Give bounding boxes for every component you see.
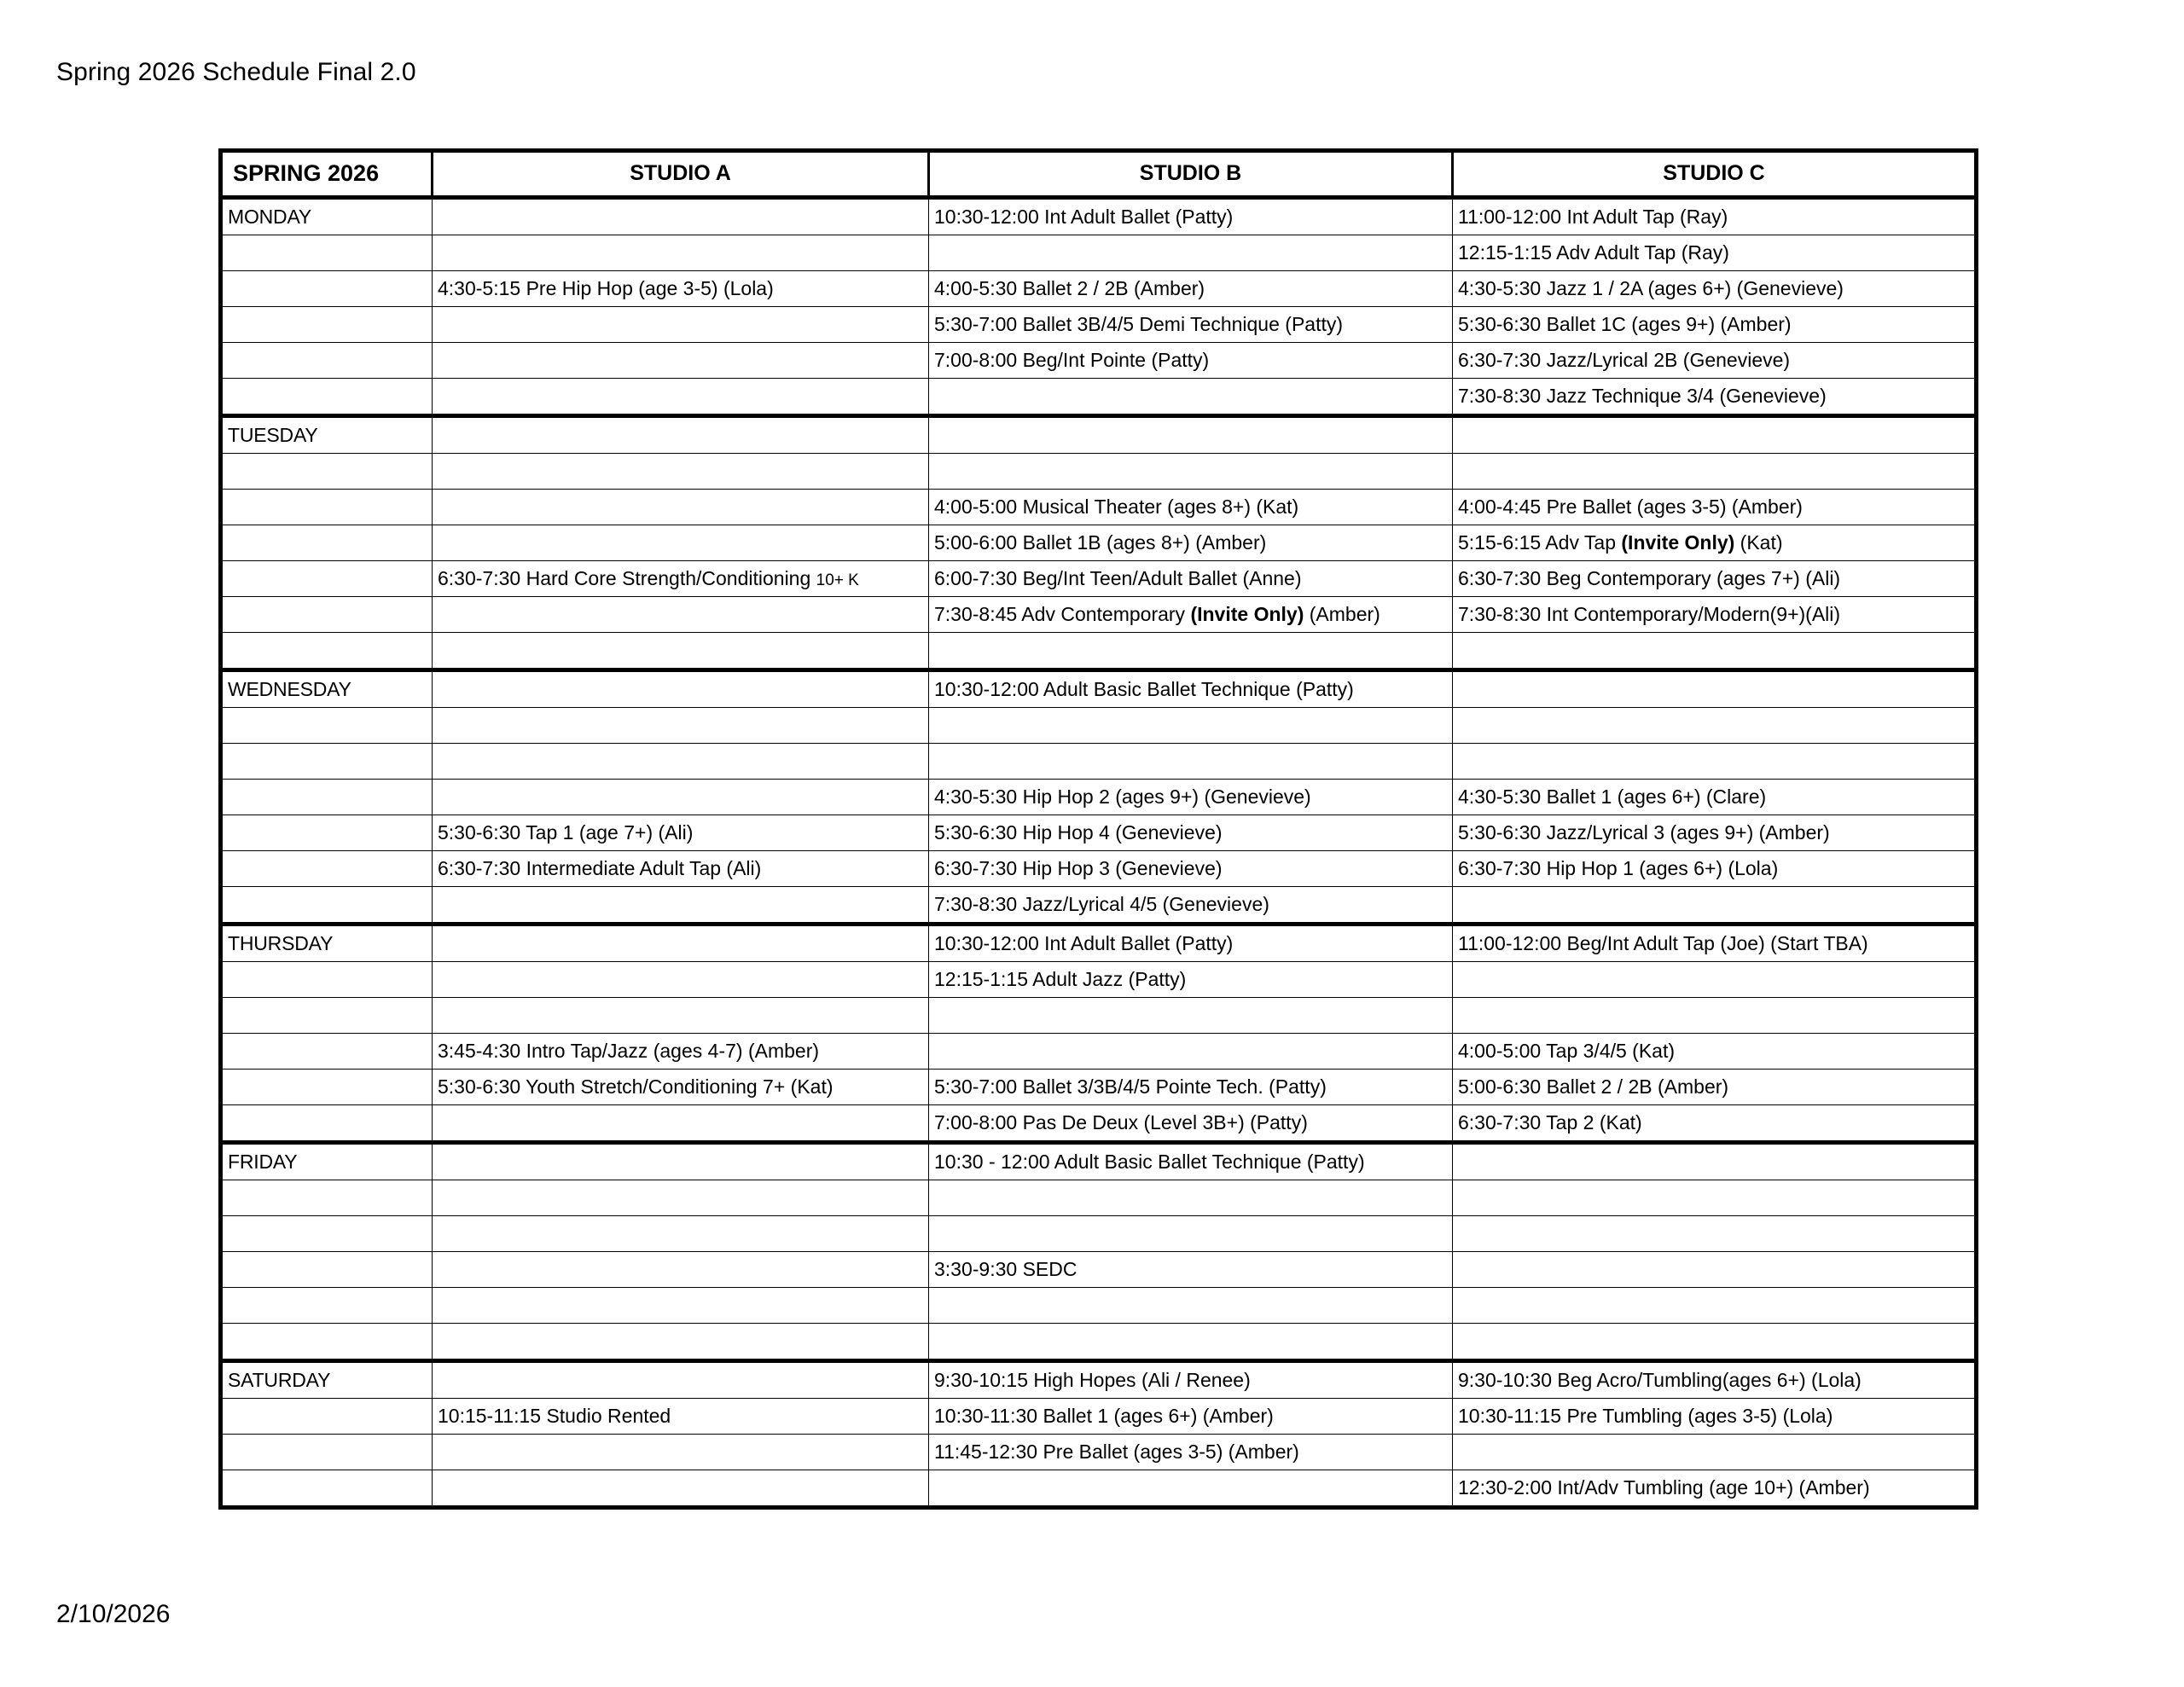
table-row — [221, 633, 1977, 670]
class-text: 6:30-7:30 Hard Core Strength/Conditioning — [438, 566, 816, 589]
table-row — [221, 1070, 1977, 1105]
class-cell-studio-a — [433, 597, 929, 633]
class-cell-studio-a: 5:30-6:30 Tap 1 (age 7+) (Ali) — [433, 815, 929, 851]
class-cell-studio-b: 5:00-6:00 Ballet 1B (ages 8+) (Amber) — [929, 525, 1453, 561]
day-spacer-cell — [221, 1324, 433, 1361]
class-cell-studio-b: 6:30-7:30 Hip Hop 3 (Genevieve) — [929, 851, 1453, 887]
table-row — [221, 1034, 1977, 1070]
class-cell-studio-a — [433, 343, 929, 379]
class-cell-studio-a — [433, 1252, 929, 1288]
table-row — [221, 235, 1977, 271]
class-cell-studio-a — [433, 1216, 929, 1252]
day-spacer-cell — [221, 1470, 433, 1508]
day-spacer-cell — [221, 633, 433, 670]
day-spacer-cell — [221, 1070, 433, 1105]
class-cell-studio-b — [929, 416, 1453, 454]
day-spacer-cell — [221, 1288, 433, 1324]
class-cell-studio-b: 5:30-6:30 Hip Hop 4 (Genevieve) — [929, 815, 1453, 851]
column-header-studio-a: STUDIO A — [433, 151, 929, 198]
day-spacer-cell — [221, 1105, 433, 1143]
day-label-tuesday: TUESDAY — [221, 416, 433, 454]
class-cell-studio-a — [433, 235, 929, 271]
class-cell-studio-c: 11:00-12:00 Beg/Int Adult Tap (Joe) (Start TBA) — [1453, 925, 1977, 962]
class-text: (Amber) — [1304, 602, 1380, 625]
class-cell-studio-b: 6:00-7:30 Beg/Int Teen/Adult Ballet (Anne) — [929, 561, 1453, 597]
table-row — [221, 1324, 1977, 1361]
class-cell-studio-b — [929, 633, 1453, 670]
class-cell-studio-b — [929, 1324, 1453, 1361]
class-cell-studio-a — [433, 1361, 929, 1399]
footer-date: 2/10/2026 — [56, 1600, 171, 1628]
table-row — [221, 1180, 1977, 1216]
class-cell-studio-b: 11:45-12:30 Pre Ballet (ages 3-5) (Amber) — [929, 1435, 1453, 1470]
class-cell-studio-b — [929, 1216, 1453, 1252]
day-spacer-cell — [221, 454, 433, 490]
class-cell-studio-b: 4:00-5:30 Ballet 2 / 2B (Amber) — [929, 271, 1453, 307]
class-cell-studio-b: 7:00-8:00 Beg/Int Pointe (Patty) — [929, 343, 1453, 379]
class-cell-studio-c — [1453, 1252, 1977, 1288]
class-cell-studio-c — [1453, 1180, 1977, 1216]
class-cell-studio-c — [1453, 416, 1977, 454]
class-cell-studio-a — [433, 962, 929, 998]
class-cell-studio-b — [929, 597, 1453, 633]
day-spacer-cell — [221, 1252, 433, 1288]
class-cell-studio-c — [1453, 962, 1977, 998]
table-row — [221, 1216, 1977, 1252]
class-cell-studio-c: 4:30-5:30 Ballet 1 (ages 6+) (Clare) — [1453, 780, 1977, 815]
day-spacer-cell — [221, 887, 433, 925]
class-cell-studio-c — [1453, 1435, 1977, 1470]
class-cell-studio-b: 12:15-1:15 Adult Jazz (Patty) — [929, 962, 1453, 998]
class-cell-studio-a — [433, 490, 929, 525]
class-cell-studio-c: 10:30-11:15 Pre Tumbling (ages 3-5) (Lola) — [1453, 1399, 1977, 1435]
day-spacer-cell — [221, 815, 433, 851]
class-cell-studio-b: 10:30-12:00 Int Adult Ballet (Patty) — [929, 925, 1453, 962]
class-cell-studio-c — [1453, 525, 1977, 561]
table-row — [221, 962, 1977, 998]
class-cell-studio-c: 9:30-10:30 Beg Acro/Tumbling(ages 6+) (Lola) — [1453, 1361, 1977, 1399]
class-cell-studio-c: 4:00-4:45 Pre Ballet (ages 3-5) (Amber) — [1453, 490, 1977, 525]
day-spacer-cell — [221, 525, 433, 561]
class-cell-studio-c — [1453, 454, 1977, 490]
class-cell-studio-a — [433, 1143, 929, 1180]
day-label-thursday: THURSDAY — [221, 925, 433, 962]
class-cell-studio-c: 7:30-8:30 Jazz Technique 3/4 (Genevieve) — [1453, 379, 1977, 416]
schedule-table — [218, 148, 1978, 1510]
age-note: 10+ K — [816, 571, 859, 589]
class-cell-studio-a — [433, 198, 929, 235]
class-cell-studio-c — [1453, 744, 1977, 780]
class-cell-studio-b: 10:30-12:00 Adult Basic Ballet Technique (Patty) — [929, 670, 1453, 708]
class-cell-studio-a: 4:30-5:15 Pre Hip Hop (age 3-5) (Lola) — [433, 271, 929, 307]
class-cell-studio-a — [433, 307, 929, 343]
day-spacer-cell — [221, 379, 433, 416]
schedule-table-container — [218, 148, 1974, 1510]
table-row — [221, 744, 1977, 780]
class-cell-studio-b: 10:30 - 12:00 Adult Basic Ballet Technique (Patty) — [929, 1143, 1453, 1180]
class-cell-studio-a: 6:30-7:30 Intermediate Adult Tap (Ali) — [433, 851, 929, 887]
table-row — [221, 198, 1977, 235]
day-spacer-cell — [221, 851, 433, 887]
class-cell-studio-a — [433, 633, 929, 670]
class-cell-studio-c: 12:30-2:00 Int/Adv Tumbling (age 10+) (Amber) — [1453, 1470, 1977, 1508]
table-row — [221, 851, 1977, 887]
class-text: (Kat) — [1734, 530, 1783, 554]
class-cell-studio-a — [433, 1180, 929, 1216]
table-row — [221, 1288, 1977, 1324]
day-spacer-cell — [221, 1435, 433, 1470]
class-cell-studio-c — [1453, 1324, 1977, 1361]
class-cell-studio-b: 3:30-9:30 SEDC — [929, 1252, 1453, 1288]
class-cell-studio-c — [1453, 1143, 1977, 1180]
table-row — [221, 271, 1977, 307]
class-cell-studio-c: 6:30-7:30 Hip Hop 1 (ages 6+) (Lola) — [1453, 851, 1977, 887]
day-spacer-cell — [221, 1180, 433, 1216]
table-row — [221, 490, 1977, 525]
table-row — [221, 1361, 1977, 1399]
day-spacer-cell — [221, 490, 433, 525]
day-spacer-cell — [221, 271, 433, 307]
column-header-studio-c: STUDIO C — [1453, 151, 1977, 198]
class-cell-studio-b: 10:30-11:30 Ballet 1 (ages 6+) (Amber) — [929, 1399, 1453, 1435]
class-cell-studio-b: 4:00-5:00 Musical Theater (ages 8+) (Kat) — [929, 490, 1453, 525]
table-row — [221, 597, 1977, 633]
table-row — [221, 887, 1977, 925]
class-cell-studio-a — [433, 561, 929, 597]
class-cell-studio-c: 5:30-6:30 Ballet 1C (ages 9+) (Amber) — [1453, 307, 1977, 343]
day-spacer-cell — [221, 744, 433, 780]
table-row — [221, 670, 1977, 708]
class-cell-studio-b: 7:00-8:00 Pas De Deux (Level 3B+) (Patty) — [929, 1105, 1453, 1143]
class-cell-studio-c: 5:00-6:30 Ballet 2 / 2B (Amber) — [1453, 1070, 1977, 1105]
class-cell-studio-a — [433, 1435, 929, 1470]
table-row — [221, 1399, 1977, 1435]
class-cell-studio-a — [433, 708, 929, 744]
day-spacer-cell — [221, 1399, 433, 1435]
class-cell-studio-c — [1453, 1288, 1977, 1324]
class-cell-studio-b: 9:30-10:15 High Hopes (Ali / Renee) — [929, 1361, 1453, 1399]
class-cell-studio-a — [433, 1105, 929, 1143]
class-cell-studio-b: 5:30-7:00 Ballet 3/3B/4/5 Pointe Tech. (Patty) — [929, 1070, 1453, 1105]
class-cell-studio-b — [929, 235, 1453, 271]
class-cell-studio-b — [929, 1470, 1453, 1508]
class-cell-studio-a — [433, 925, 929, 962]
day-spacer-cell — [221, 561, 433, 597]
class-cell-studio-a: 10:15-11:15 Studio Rented — [433, 1399, 929, 1435]
class-cell-studio-b — [929, 454, 1453, 490]
class-cell-studio-b — [929, 1034, 1453, 1070]
table-row — [221, 1435, 1977, 1470]
table-row — [221, 343, 1977, 379]
day-spacer-cell — [221, 1034, 433, 1070]
class-cell-studio-b — [929, 708, 1453, 744]
table-row — [221, 525, 1977, 561]
table-row — [221, 307, 1977, 343]
class-cell-studio-c — [1453, 670, 1977, 708]
day-label-wednesday: WEDNESDAY — [221, 670, 433, 708]
table-row — [221, 561, 1977, 597]
class-cell-studio-b — [929, 379, 1453, 416]
table-row — [221, 379, 1977, 416]
class-cell-studio-b: 10:30-12:00 Int Adult Ballet (Patty) — [929, 198, 1453, 235]
table-row — [221, 780, 1977, 815]
class-cell-studio-a — [433, 379, 929, 416]
class-cell-studio-c: 7:30-8:30 Int Contemporary/Modern(9+)(Ali) — [1453, 597, 1977, 633]
class-cell-studio-a: 5:30-6:30 Youth Stretch/Conditioning 7+ (Kat) — [433, 1070, 929, 1105]
class-cell-studio-b — [929, 744, 1453, 780]
class-cell-studio-a — [433, 525, 929, 561]
class-cell-studio-a — [433, 744, 929, 780]
table-header-row — [221, 151, 1977, 198]
day-spacer-cell — [221, 708, 433, 744]
class-cell-studio-c: 4:00-5:00 Tap 3/4/5 (Kat) — [1453, 1034, 1977, 1070]
class-cell-studio-a — [433, 1288, 929, 1324]
class-cell-studio-a — [433, 1470, 929, 1508]
class-cell-studio-c — [1453, 1216, 1977, 1252]
invite-only-note: (Invite Only) — [1621, 530, 1735, 554]
table-row — [221, 1252, 1977, 1288]
table-row — [221, 1105, 1977, 1143]
column-header-studio-b: STUDIO B — [929, 151, 1453, 198]
table-row — [221, 998, 1977, 1034]
corner-label: SPRING 2026 — [221, 151, 433, 198]
class-cell-studio-c: 5:30-6:30 Jazz/Lyrical 3 (ages 9+) (Amber) — [1453, 815, 1977, 851]
table-row — [221, 416, 1977, 454]
class-cell-studio-c: 6:30-7:30 Beg Contemporary (ages 7+) (Ali) — [1453, 561, 1977, 597]
day-spacer-cell — [221, 597, 433, 633]
day-label-friday: FRIDAY — [221, 1143, 433, 1180]
class-cell-studio-a — [433, 416, 929, 454]
class-cell-studio-a — [433, 887, 929, 925]
class-cell-studio-a — [433, 780, 929, 815]
class-cell-studio-c — [1453, 708, 1977, 744]
day-spacer-cell — [221, 780, 433, 815]
class-cell-studio-c: 6:30-7:30 Tap 2 (Kat) — [1453, 1105, 1977, 1143]
table-row — [221, 454, 1977, 490]
class-cell-studio-c: 4:30-5:30 Jazz 1 / 2A (ages 6+) (Genevieve) — [1453, 271, 1977, 307]
day-spacer-cell — [221, 343, 433, 379]
table-row — [221, 708, 1977, 744]
day-spacer-cell — [221, 307, 433, 343]
day-spacer-cell — [221, 1216, 433, 1252]
class-cell-studio-b — [929, 1180, 1453, 1216]
class-cell-studio-b: 4:30-5:30 Hip Hop 2 (ages 9+) (Genevieve) — [929, 780, 1453, 815]
table-row — [221, 1143, 1977, 1180]
class-cell-studio-c: 6:30-7:30 Jazz/Lyrical 2B (Genevieve) — [1453, 343, 1977, 379]
class-cell-studio-a — [433, 670, 929, 708]
class-cell-studio-a — [433, 454, 929, 490]
class-cell-studio-c: 11:00-12:00 Int Adult Tap (Ray) — [1453, 198, 1977, 235]
class-cell-studio-b — [929, 1288, 1453, 1324]
class-cell-studio-c: 12:15-1:15 Adv Adult Tap (Ray) — [1453, 235, 1977, 271]
day-spacer-cell — [221, 235, 433, 271]
class-cell-studio-c — [1453, 633, 1977, 670]
class-cell-studio-a: 3:45-4:30 Intro Tap/Jazz (ages 4-7) (Amber) — [433, 1034, 929, 1070]
class-text: 7:30-8:45 Adv Contemporary — [934, 602, 1191, 625]
class-cell-studio-a — [433, 1324, 929, 1361]
invite-only-note: (Invite Only) — [1190, 602, 1304, 625]
table-row — [221, 1470, 1977, 1508]
class-text: 5:15-6:15 Adv Tap — [1458, 530, 1622, 554]
class-cell-studio-b: 5:30-7:00 Ballet 3B/4/5 Demi Technique (Patty) — [929, 307, 1453, 343]
class-cell-studio-b — [929, 998, 1453, 1034]
class-cell-studio-c — [1453, 998, 1977, 1034]
day-spacer-cell — [221, 962, 433, 998]
table-row — [221, 925, 1977, 962]
class-cell-studio-a — [433, 998, 929, 1034]
day-label-saturday: SATURDAY — [221, 1361, 433, 1399]
class-cell-studio-c — [1453, 887, 1977, 925]
day-label-monday: MONDAY — [221, 198, 433, 235]
day-spacer-cell — [221, 998, 433, 1034]
class-cell-studio-b: 7:30-8:30 Jazz/Lyrical 4/5 (Genevieve) — [929, 887, 1453, 925]
page-title: Spring 2026 Schedule Final 2.0 — [56, 58, 416, 86]
table-row — [221, 815, 1977, 851]
